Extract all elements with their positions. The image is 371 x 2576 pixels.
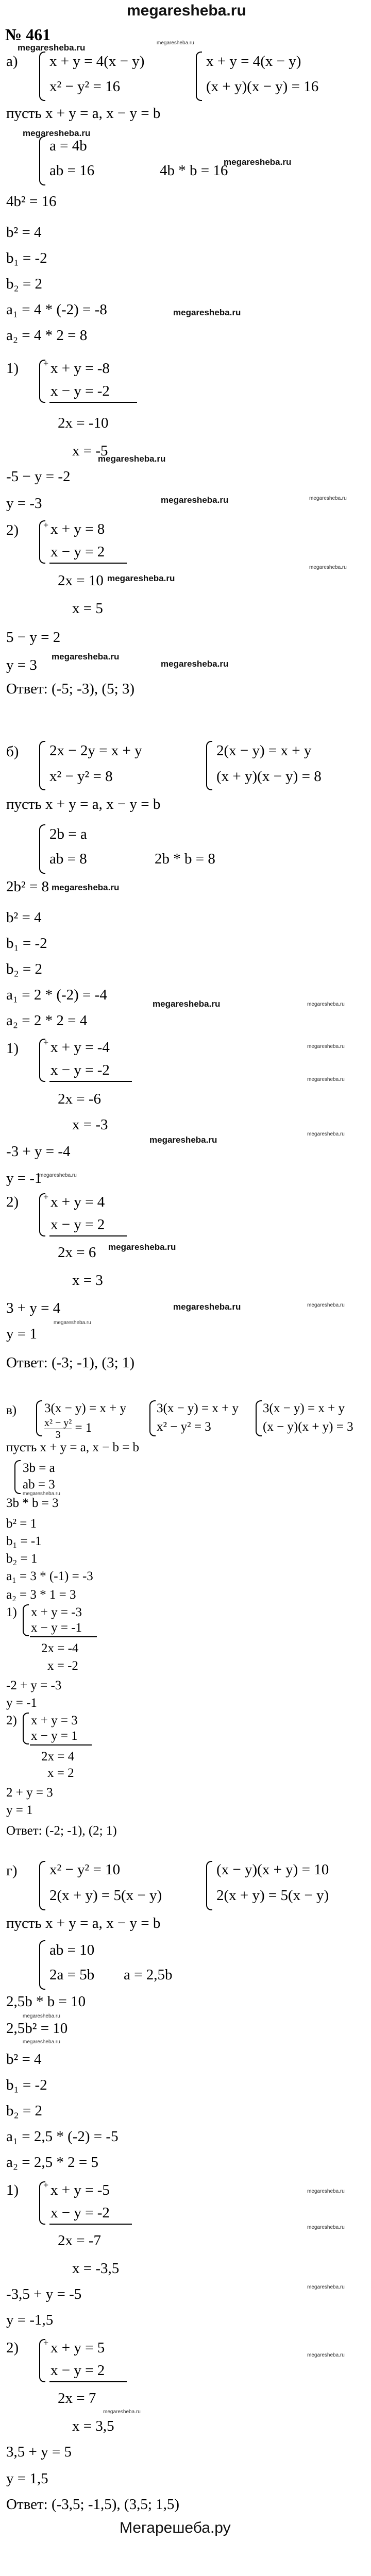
result: x = 5	[72, 600, 103, 617]
step: a₁ = 4 * (-2) = -8	[6, 301, 107, 318]
result: y = 1	[6, 1803, 33, 1817]
watermark-small: megaresheba.ru	[23, 2039, 60, 2045]
watermark: megaresheba.ru	[108, 1242, 176, 1252]
watermark-small: megaresheba.ru	[39, 1173, 77, 1178]
step: a₂ = 2 * 2 = 4	[6, 1012, 88, 1029]
system-brace	[23, 1713, 29, 1744]
result: 2x = 4	[41, 1750, 75, 1764]
result: x = -5	[72, 443, 108, 459]
system-brace	[36, 1400, 42, 1436]
system-brace	[206, 741, 212, 790]
side-equation: a = 2,5b	[124, 1967, 173, 1983]
equation: x − y = 2	[50, 1216, 105, 1233]
equation: 2x − 2y = x + y	[49, 742, 142, 759]
substitution-line: пусть x + y = a, x − y = b	[6, 796, 161, 812]
watermark: megaresheba.ru	[149, 1135, 217, 1145]
step: b₂ = 2	[6, 961, 42, 977]
result: x = 3	[72, 1272, 103, 1289]
result: -3,5 + y = -5	[6, 2286, 82, 2302]
equation: ab = 16	[49, 162, 95, 179]
equation: x − y = 2	[50, 544, 105, 560]
step: a₂ = 3 * 1 = 3	[6, 1588, 76, 1602]
case-label: 1)	[6, 1605, 17, 1619]
equation: x − y = 2	[50, 2362, 105, 2379]
substitution-line: пусть x + y = a, x − y = b	[6, 1915, 161, 1931]
watermark: megaresheba.ru	[173, 1302, 241, 1312]
watermark-small: megaresheba.ru	[23, 2013, 60, 2019]
case-label: 1)	[6, 1040, 19, 1057]
sum-rule	[30, 1636, 97, 1637]
equation: 2a = 5b	[49, 1967, 95, 1983]
plus-sign: +	[43, 2337, 49, 2348]
step: b₂ = 2	[6, 2103, 42, 2119]
step: b₁ = -2	[6, 2077, 47, 2093]
watermark-small: megaresheba.ru	[307, 1044, 345, 1049]
sum-rule	[49, 563, 127, 564]
equation: x + y = -4	[50, 1039, 110, 1056]
equation: x + y = 4(x − y)	[206, 53, 301, 70]
equation: (x + y)(x − y) = 16	[206, 78, 319, 95]
substitution-line: пусть x + y = a, x − b = b	[6, 1440, 140, 1454]
step: a₂ = 4 * 2 = 8	[6, 327, 88, 344]
watermark: megaresheba.ru	[224, 157, 292, 167]
equation: x − y = -2	[50, 383, 110, 399]
system-brace	[39, 1193, 45, 1236]
answer: Ответ: (-3; -1), (3; 1)	[6, 1354, 135, 1371]
sum-rule	[49, 1235, 127, 1236]
watermark: megaresheba.ru	[23, 128, 91, 138]
system-brace	[39, 1861, 45, 1910]
fraction-numerator: x² − y²	[44, 1417, 72, 1429]
plus-sign: +	[43, 520, 49, 530]
problem-number: № 461	[5, 25, 51, 44]
step: b₂ = 1	[6, 1552, 38, 1566]
sum-rule	[49, 2224, 132, 2225]
system-brace	[39, 1039, 45, 1082]
system-brace	[39, 1940, 45, 1990]
system-brace	[39, 2339, 45, 2382]
answer: Ответ: (-2; -1), (2; 1)	[6, 1824, 117, 1838]
watermark: megaresheba.ru	[173, 308, 241, 317]
equation: x + y = 4	[50, 1194, 105, 1210]
system-brace	[256, 1400, 262, 1436]
equation: ab = 8	[49, 851, 87, 867]
result: y = 3	[6, 657, 37, 673]
equation: x + y = 3	[31, 1714, 78, 1727]
equation: 3(x − y) = x + y	[157, 1401, 239, 1415]
sum-rule	[49, 2381, 127, 2382]
watermark-small: megaresheba.ru	[307, 2284, 345, 2290]
equation: (x − y)(x + y) = 3	[263, 1420, 353, 1434]
sum-rule	[49, 1081, 132, 1082]
case-label: 1)	[6, 2182, 19, 2198]
product-equation: 2b * b = 8	[155, 851, 215, 867]
equation: ab = 10	[49, 1942, 95, 1958]
result: 2x = 10	[58, 572, 104, 589]
watermark: megaresheba.ru	[161, 495, 229, 505]
equation: 3(x − y) = x + y	[44, 1401, 126, 1415]
equation: x + y = -5	[50, 2182, 110, 2198]
watermark-small: megaresheba.ru	[307, 2225, 345, 2230]
equation: x² − y² = 8	[49, 768, 113, 785]
result: -2 + y = -3	[6, 1679, 62, 1692]
watermark-small: megaresheba.ru	[23, 1491, 60, 1497]
equation: 2(x − y) = x + y	[216, 742, 312, 759]
system-brace	[39, 2181, 45, 2225]
case-label: 1)	[6, 360, 19, 377]
equation: 2b = a	[49, 826, 87, 842]
system-brace	[39, 520, 45, 564]
watermark: megaresheba.ru	[18, 43, 86, 53]
result: 3 + y = 4	[6, 1300, 61, 1316]
fraction-equation	[44, 1418, 92, 1440]
step: b² = 4	[6, 224, 42, 241]
watermark: megaresheba.ru	[52, 652, 120, 662]
result: 2x = -7	[58, 2232, 102, 2249]
step: b₁ = -1	[6, 1534, 42, 1548]
system-brace	[39, 360, 45, 403]
equation: (x + y)(x − y) = 8	[216, 768, 322, 785]
fraction-rhs: = 1	[75, 1421, 92, 1435]
result: x = 2	[47, 1766, 74, 1780]
result: 2x = 7	[58, 2390, 96, 2406]
part-d-label: г)	[6, 1862, 18, 1879]
step: 2,5b² = 10	[6, 2020, 68, 2037]
equation: ab = 3	[23, 1478, 55, 1492]
answer: Ответ: (-5; -3), (5; 3)	[6, 681, 135, 697]
watermark-small: megaresheba.ru	[157, 40, 194, 46]
result: 2x = -10	[58, 415, 109, 431]
equation: x − y = -2	[50, 1062, 110, 1078]
step: b₁ = -2	[6, 935, 47, 952]
step: 2,5b * b = 10	[6, 1993, 86, 2010]
result: y = -3	[6, 495, 42, 512]
system-brace	[39, 52, 45, 101]
watermark: megaresheba.ru	[107, 573, 175, 583]
equation: x² − y² = 16	[49, 78, 121, 95]
result: x = -3	[72, 1116, 108, 1133]
equation: x² − y² = 10	[49, 1861, 121, 1878]
system-brace	[206, 1861, 212, 1910]
equation: 2(x + y) = 5(x − y)	[216, 1887, 329, 1904]
result: y = 1,5	[6, 2470, 48, 2487]
equation: x + y = -8	[50, 360, 110, 377]
plus-sign: +	[43, 2180, 49, 2190]
header-site-watermark: megaresheba.ru	[127, 2, 246, 19]
result: y = 1	[6, 1326, 37, 1342]
plus-sign: +	[43, 358, 49, 368]
watermark-small: megaresheba.ru	[307, 1302, 345, 1308]
equation: 3b = a	[23, 1461, 55, 1475]
result: -3 + y = -4	[6, 1143, 71, 1160]
result: y = -1,5	[6, 2312, 54, 2328]
result: x = -2	[47, 1659, 78, 1673]
part-a-label: а)	[6, 53, 18, 70]
system-brace	[39, 824, 45, 874]
equation: x − y = -1	[31, 1621, 82, 1635]
watermark-small: megaresheba.ru	[307, 1077, 345, 1082]
watermark: megaresheba.ru	[153, 999, 221, 1009]
plus-sign: +	[43, 1192, 49, 1202]
system-brace	[39, 136, 45, 185]
fraction	[44, 1418, 72, 1440]
step: a₁ = 2 * (-2) = -4	[6, 987, 107, 1003]
step: a₁ = 3 * (-1) = -3	[6, 1569, 93, 1583]
watermark-small: megaresheba.ru	[307, 1002, 345, 1007]
equation: (x − y)(x + y) = 10	[216, 1861, 329, 1878]
equation: x + y = 4(x − y)	[49, 53, 145, 70]
case-label: 2)	[6, 1194, 19, 1210]
step: 3b * b = 3	[6, 1496, 59, 1510]
result: -5 − y = -2	[6, 468, 71, 485]
footer-site: Мегарешеба.ру	[120, 2519, 231, 2536]
result: 2 + y = 3	[6, 1786, 53, 1800]
system-brace	[23, 1604, 29, 1636]
system-brace	[196, 52, 202, 101]
result: 5 − y = 2	[6, 629, 61, 646]
watermark-small: megaresheba.ru	[307, 2352, 345, 2358]
watermark-small: megaresheba.ru	[309, 496, 347, 501]
result: 2x = -4	[41, 1641, 79, 1655]
system-brace	[14, 1460, 21, 1494]
fraction-denominator: 3	[55, 1429, 61, 1440]
result: 3,5 + y = 5	[6, 2444, 72, 2460]
watermark: megaresheba.ru	[98, 454, 166, 464]
system-brace	[39, 741, 45, 790]
equation: x + y = -3	[31, 1605, 82, 1619]
result: 2x = -6	[58, 1091, 102, 1107]
case-label: 2)	[6, 522, 19, 538]
step: 2b² = 8	[6, 878, 49, 895]
equation: x − y = 1	[31, 1729, 78, 1743]
step: b² = 1	[6, 1517, 37, 1531]
watermark-small: megaresheba.ru	[309, 565, 347, 570]
equation: 2(x + y) = 5(x − y)	[49, 1887, 162, 1904]
substitution-line: пусть x + y = a, x − y = b	[6, 105, 161, 122]
product-equation: 4b * b = 16	[160, 162, 228, 179]
equation: a = 4b	[49, 138, 87, 154]
step: b² = 4	[6, 2051, 42, 2067]
sum-rule	[30, 1744, 92, 1745]
part-c-label: в)	[6, 1403, 17, 1417]
result: 2x = 6	[58, 1244, 96, 1261]
watermark: megaresheba.ru	[52, 883, 120, 892]
result: y = -1	[6, 1696, 37, 1710]
case-label: 2)	[6, 2340, 19, 2356]
watermark-small: megaresheba.ru	[307, 2189, 345, 2194]
step: 4b² = 16	[6, 193, 57, 210]
step: b² = 4	[6, 909, 42, 926]
watermark: megaresheba.ru	[161, 659, 229, 669]
result: y = -1	[6, 1170, 42, 1187]
equation: x² − y² = 3	[157, 1420, 211, 1434]
watermark-small: megaresheba.ru	[54, 1320, 91, 1326]
system-brace	[149, 1400, 156, 1436]
watermark-small: megaresheba.ru	[307, 1131, 345, 1137]
plus-sign: +	[43, 1037, 49, 1047]
part-b-label: б)	[6, 743, 19, 760]
step: b₁ = -2	[6, 250, 47, 266]
watermark-small: megaresheba.ru	[103, 2409, 141, 2415]
step: b₂ = 2	[6, 276, 42, 292]
sum-rule	[49, 402, 137, 403]
equation: x − y = -2	[50, 2205, 110, 2221]
step: a₂ = 2,5 * 2 = 5	[6, 2154, 98, 2171]
case-label: 2)	[6, 1714, 17, 1727]
answer: Ответ: (-3,5; -1,5), (3,5; 1,5)	[6, 2496, 180, 2513]
result: x = 3,5	[72, 2418, 114, 2434]
equation: 3(x − y) = x + y	[263, 1401, 345, 1415]
step: a₁ = 2,5 * (-2) = -5	[6, 2128, 119, 2145]
equation: x + y = 5	[50, 2340, 105, 2356]
result: x = -3,5	[72, 2260, 120, 2277]
equation: x + y = 8	[50, 521, 105, 537]
